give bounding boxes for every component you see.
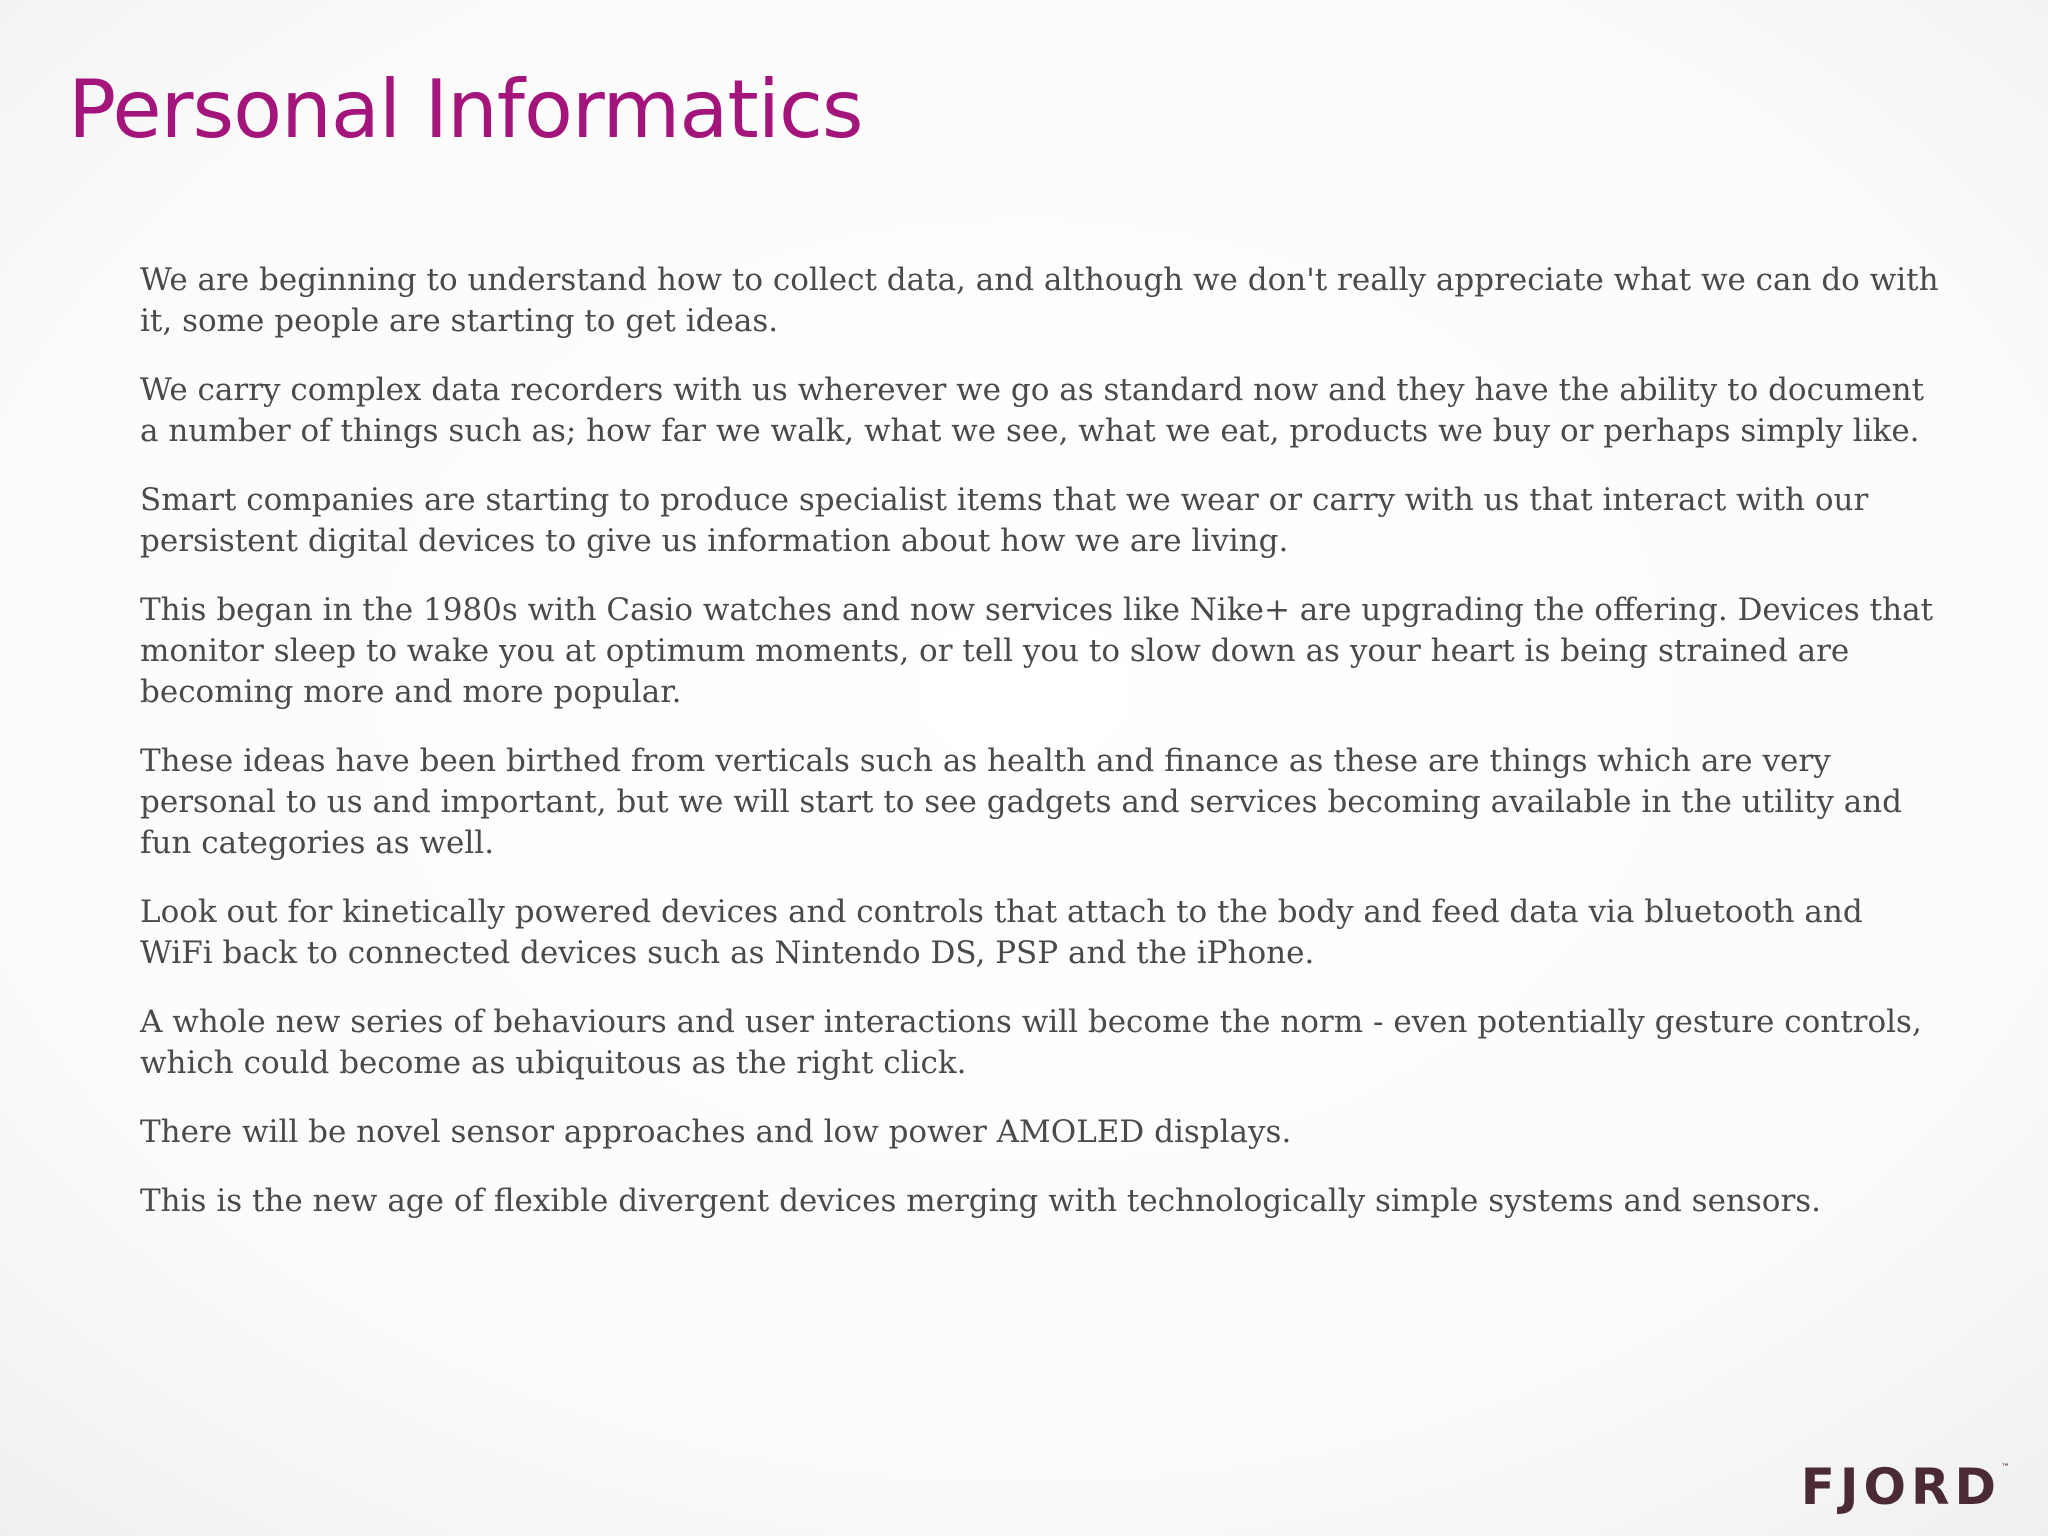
logo-text: FJORD — [1800, 1458, 2001, 1516]
body-paragraph-2: We carry complex data recorders with us wherever we go as standard now and they have the ability to document a number of things such as; how far we walk, what we see, what we eat, products we buy or perhaps simply like. — [140, 372, 1925, 449]
slide-body — [140, 260, 1940, 1250]
body-paragraph-1: We are beginning to understand how to collect data, and although we don't really appreciate what we can do with it, some people are starting to get ideas. — [140, 262, 1939, 339]
trademark-symbol: ™ — [2001, 1463, 2010, 1473]
body-paragraph-8: There will be novel sensor approaches and low power AMOLED displays. — [140, 1114, 1292, 1150]
body-paragraph-4: This began in the 1980s with Casio watches and now services like Nike+ are upgrading the offering. Devices that monitor sleep to wake you at optimum moments, or tell you to slow down as your heart is being strained are becoming more and more popular. — [140, 592, 1934, 710]
body-paragraph-7: A whole new series of behaviours and user interactions will become the norm - even potentially gesture controls, which could become as ubiquitous as the right click. — [140, 1004, 1922, 1081]
body-paragraph-3: Smart companies are starting to produce specialist items that we wear or carry with us that interact with our persistent digital devices to give us information about how we are living. — [140, 482, 1869, 559]
body-paragraph-6: Look out for kinetically powered devices and controls that attach to the body and feed data via bluetooth and WiFi back to connected devices such as Nintendo DS, PSP and the iPhone. — [140, 894, 1863, 971]
fjord-logo — [1800, 1458, 2010, 1516]
body-paragraph-5: These ideas have been birthed from verticals such as health and finance as these are things which are very personal to us and important, but we will start to see gadgets and services becoming available in the utility and fun categories as well. — [140, 743, 1903, 861]
body-paragraph-9: This is the new age of flexible divergent devices merging with technologically simple systems and sensors. — [140, 1183, 1822, 1219]
slide-title: Personal Informatics — [68, 63, 863, 156]
